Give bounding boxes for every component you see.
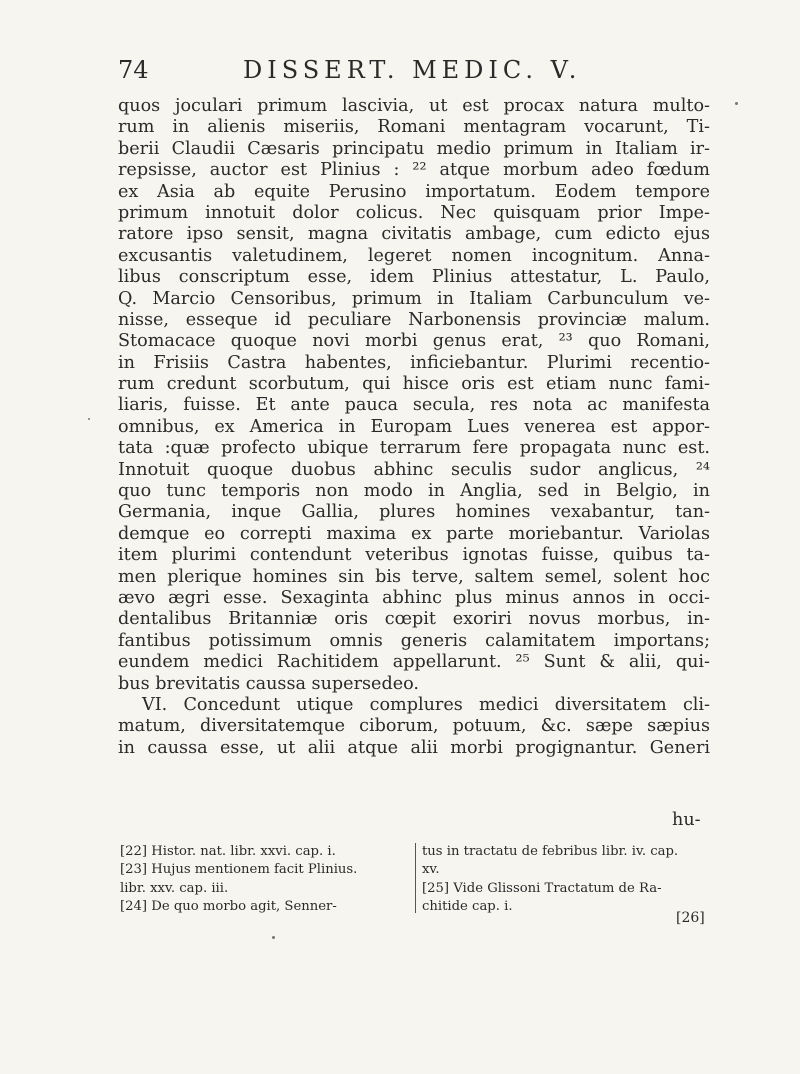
text-line: matum, diversitatemque ciborum, potuum, &c. sæpe sæpius: [118, 716, 710, 737]
text-line: berii Claudii Cæsaris principatu medio primum in Italiam ir-: [118, 138, 710, 159]
main-text: [118, 96, 710, 759]
footnote-line: [25] Vide Glissoni Tractatum de Ra-: [422, 880, 662, 896]
footnote-column-left: [120, 843, 410, 917]
footnote-column-right: [422, 843, 712, 917]
text-line: Innotuit quoque duobus abhinc seculis sudor anglicus, ²⁴: [118, 459, 710, 480]
text-line: primum innotuit dolor colicus. Nec quisquam prior Impe-: [118, 202, 710, 223]
footnote-line: chitide cap. i.: [422, 899, 513, 915]
text-line: ratore ipso sensit, magna civitatis ambage, cum edicto ejus: [118, 224, 710, 245]
text-line: fantibus potissimum omnis generis calamitatem importans;: [118, 630, 710, 651]
text-line: men plerique homines sin bis terve, saltem semel, solent hoc: [118, 566, 710, 587]
text-line: bus brevitatis caussa supersedeo.: [118, 673, 419, 694]
text-line: omnibus, ex America in Europam Lues venerea est appor-: [118, 416, 710, 437]
footnote-line: [24] De quo morbo agit, Senner-: [120, 899, 337, 915]
text-line: quo tunc temporis non modo in Anglia, sed in Belgio, in: [118, 481, 710, 502]
footnote-line: [22] Histor. nat. libr. xxvi. cap. i.: [120, 844, 336, 859]
running-header: [118, 56, 708, 86]
section-start-line: VI. Concedunt utique complures medici diversitatem cli-: [142, 694, 710, 715]
ink-speck: [272, 936, 275, 939]
text-line: Germania, inque Gallia, plures homines vexabantur, tan-: [118, 502, 710, 523]
text-line: ex Asia ab equite Perusino importatum. Eodem tempore: [118, 181, 710, 202]
text-line: dentalibus Britanniæ oris cœpit exoriri novus morbus, in-: [118, 609, 710, 630]
footnote-line: xv.: [422, 862, 440, 878]
text-line: ævo ægri esse. Sexaginta abhinc plus minus annos in occi-: [118, 587, 710, 608]
signature-mark: [26]: [676, 910, 705, 926]
text-line: liaris, fuisse. Et ante pauca secula, res nota ac manifesta: [118, 395, 710, 416]
catchword: hu-: [672, 810, 701, 830]
footnote-line: tus in tractatu de febribus libr. iv. cap.: [422, 844, 679, 859]
text-line: quos joculari primum lascivia, ut est procax natura multo-: [118, 96, 710, 116]
text-line: eundem medici Rachitidem appellarunt. ²⁵ Sunt & alii, qui-: [118, 652, 710, 673]
footnote-line: libr. xxv. cap. iii.: [120, 880, 229, 896]
text-line: in caussa esse, ut alii atque alii morbi progignantur. Generi: [118, 737, 710, 758]
text-line: Q. Marcio Censoribus, primum in Italiam Carbunculum ve-: [118, 288, 710, 309]
footnote-line: [23] Hujus mentionem facit Plinius.: [120, 862, 358, 878]
text-line: excusantis valetudinem, legeret nomen incognitum. Anna-: [118, 245, 710, 266]
text-line: rum in alienis miseriis, Romani mentagram vocarunt, Ti-: [118, 117, 710, 138]
text-line: demque eo correpti maxima ex parte moriebantur. Variolas: [118, 523, 710, 544]
text-line: nisse, esseque id peculiare Narbonensis provinciæ malum.: [118, 309, 710, 330]
footnote-divider: [415, 843, 416, 913]
text-line: tata :quæ profecto ubique terrarum fere propagata nunc est.: [118, 438, 710, 459]
page-number: 74: [118, 56, 149, 84]
text-line: item plurimi contendunt veteribus ignotas fuisse, quibus ta-: [118, 545, 710, 566]
ink-speck: [88, 418, 90, 420]
running-title: DISSERT. MEDIC. V.: [243, 56, 582, 84]
text-line: repsisse, auctor est Plinius : ²² atque morbum adeo fœdum: [118, 160, 710, 181]
ink-speck: [735, 102, 738, 105]
text-line: libus conscriptum esse, idem Plinius attestatur, L. Paulo,: [118, 267, 710, 288]
text-line: rum credunt scorbutum, qui hisce oris est etiam nunc fami-: [118, 374, 710, 395]
text-line: in Frisiis Castra habentes, inficiebantur. Plurimi recentio-: [118, 352, 710, 373]
text-line: Stomacace quoque novi morbi genus erat, ²³ quo Romani,: [118, 331, 710, 352]
